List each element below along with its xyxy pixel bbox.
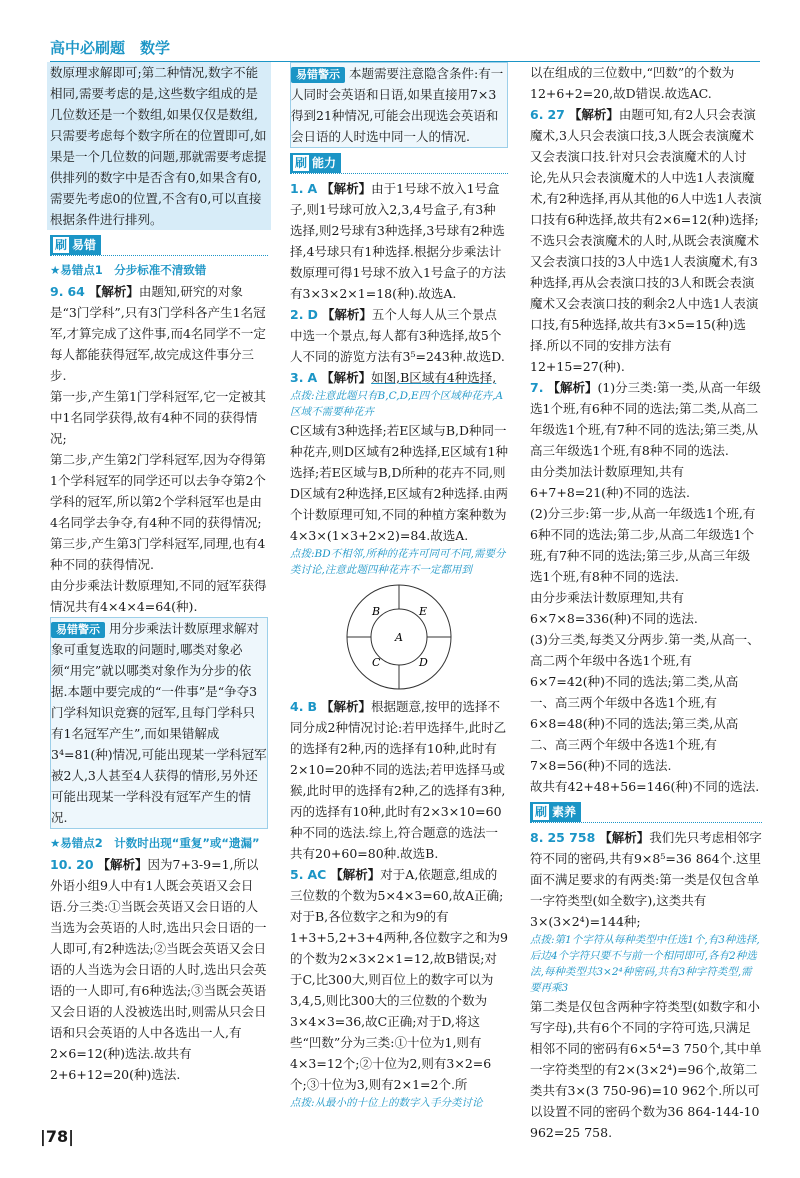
section-header-yicuo — [50, 235, 268, 256]
book-title: 高中必刷题 数学 — [50, 39, 171, 57]
question-number: 2. — [290, 307, 304, 322]
analysis-text: C区域有3种选择;若E区域与B,D种同一种花卉,则D区域有2种选择,E区域有1种选择;若E区域与B,D所种的花卉不同,则D区域有2种选择,E区域有2种选择.由两个计数原理可知,不同的种植方案种数为4×3×(1×3+2×2)=84.故选A. — [290, 423, 508, 543]
hint-note: 点拨:注意此题只有B,C,D,E四个区域种花卉,A区域不需要种花卉 — [290, 390, 504, 418]
region-label: B — [372, 605, 381, 618]
paragraph: 第二步,产生第2门学科冠军,因为夺得第1个学科冠军的同学还可以去争夺第2个学科的冠军,所以第2个学科冠军也是由4名同学去争夺,有4种不同的获得情况; — [50, 452, 266, 530]
analysis-text: 由题知,研究的对象是“3门学科”,只有3门学科各产生1名冠军,才算完成了这件事,而4名同学不一定每人都能获得冠军,故完成这件事分三步. — [50, 284, 266, 383]
question-number: 7. — [530, 380, 544, 395]
analysis-text: 根据题意,按甲的选择不同分成2种情况讨论:若甲选择牛,此时乙的选择有2种,丙的选择有10种,此时有2×10=20种不同的选法;若甲选择马或猴,此时甲的选择有2种,乙的选择有3种,丙的选择有10种,此时有2×3×10=60种不同的选法.综上,符合题意的选法一共有20+60=80种.故选B. — [290, 699, 507, 861]
analysis-text: 五个人每人从三个景点中选一个景点,每人都有3种选择,故5个人不同的游览方法有3⁵=243种.故选D. — [290, 307, 505, 364]
question-number: 6. — [530, 107, 544, 122]
page-number: |78| — [40, 1127, 74, 1146]
paragraph: 数原理求解即可;第二种情况,数字不能相同,需要考虑的是,这些数字组成的是几位数还是一个数组,如果仅仅是数组,只需要考虑每个数字所在的位置即可,如果是一个几位数的问题,那就需要考虑提供排列的数字中是否含有0,如果含有0,需要先考虑0的位置,不含有0,可以直接根据条件进行排列。 — [47, 62, 271, 230]
question-number: 5. — [290, 867, 304, 882]
answer: B — [307, 699, 317, 714]
question-5 — [290, 864, 508, 1095]
page-header — [50, 36, 760, 60]
hint-note: 点拨:从最小的十位上的数字入手分类讨论 — [290, 1097, 483, 1109]
question-3 — [290, 367, 508, 388]
region-label: A — [395, 631, 403, 644]
warning-box — [290, 62, 508, 148]
answer: 25 758 — [547, 830, 596, 845]
question-2 — [290, 304, 508, 367]
warning-badge: 易错警示 — [51, 622, 105, 638]
column-2 — [290, 62, 508, 1111]
region-diagram — [344, 582, 454, 692]
section-header-nengli — [290, 153, 508, 174]
analysis-tag: 【解析】 — [97, 857, 148, 872]
answer: 64 — [67, 284, 85, 299]
question-6 — [530, 104, 762, 377]
error-point-1: ★易错点1 分步标准不清致错 — [50, 263, 207, 277]
answer: 20 — [76, 857, 94, 872]
analysis-text: 由题可知,有2人只会表演魔术,3人只会表演口技,3人既会表演魔术又会表演口技.针对只会表演魔术的人讨论,先从只会表演魔术的人中选1人表演魔术,有2种选择,再从其他的6人中选1人表演口技有6种选择,故共有2×6=12(种)选择;不选只会表演魔术的人时,从既会表演魔术又会表演口技的3人中选1人表演魔术,有3种选择,再从会表演口技的3人和既会表演魔术又会表演口技的剩余2人中选1人表演口技,有5种选择,故共有3×5=15(种)选择.所以不同的安排方法有12+15=27(种). — [530, 107, 762, 374]
error-point-2: ★易错点2 计数时出现“重复”或“遗漏” — [50, 836, 260, 850]
brush-icon: 刷 — [55, 238, 68, 252]
analysis-tag: 【解析】 — [88, 284, 139, 299]
analysis-tag: 【解析】 — [330, 867, 381, 882]
region-label: D — [419, 656, 428, 669]
paragraph: 以在组成的三位数中,“凹数”的个数为12+6+2=20,故D错误.故选AC. — [530, 65, 735, 101]
brush-icon: 刷 — [295, 156, 308, 170]
answer: A — [307, 370, 318, 385]
question-number: 10. — [50, 857, 73, 872]
question-number: 9. — [50, 284, 64, 299]
region-label: C — [372, 656, 381, 669]
region-label: E — [419, 605, 428, 618]
answer: A — [307, 181, 318, 196]
answer: 27 — [547, 107, 565, 122]
paragraph: 由分步乘法计数原理知,不同的冠军获得情况共有4×4×4=64(种). — [50, 578, 267, 614]
analysis-tag: 【解析】 — [321, 307, 372, 322]
warning-badge: 易错警示 — [291, 67, 345, 83]
paragraph: 由分类加法计数原理知,共有6+7+8=21(种)不同的选法. — [530, 464, 690, 500]
warning-text: 本题需要注意隐含条件:有一人同时会英语和日语,如果直接用7×3得到21种情况,可能会出现选会英语和会日语的人时选中同一人的情况. — [291, 66, 504, 144]
question-4 — [290, 696, 508, 864]
analysis-tag: 【解析】 — [320, 699, 371, 714]
analysis-tag: 【解析】 — [321, 370, 372, 385]
paragraph: 第三步,产生第3门学科冠军,同理,也有4种不同的获得情况. — [50, 536, 266, 572]
paragraph: (2)分三步:第一步,从高一年级选1个班,有6种不同的选法;第二步,从高二年级选1个班,有7种不同的选法;第三步,从高三年级选1个班,有8种不同的选法. — [530, 506, 756, 584]
hint-note: 点拨:第1个字符从每种类型中任选1个,有3种选择,后边4个字符只要不与前一个相同即可,各有2种选法,每种类型共3×2⁴种密码,共有3种字符类型,需要再乘3 — [530, 934, 760, 994]
analysis-text: 因为7+3-9=1,所以外语小组9人中有1人既会英语又会日语.分三类:①当既会英语又会日语的人当选为会英语的人时,选出只会日语的一人即可,有2种选法;②当既会英语又会日语的人当选为会日语的人时,选出只会英语的一人即可,有6种选法;③当既会英语又会日语的人没被选出时,则需从只会日语和只会英语的人中各选出一人,有2×6=12(种)选法.故共有2+6+12=20(种)选法. — [50, 857, 267, 1082]
section-label: 素养 — [552, 805, 577, 819]
paragraph: 由分步乘法计数原理知,共有6×7×8=336(种)不同的选法. — [530, 590, 698, 626]
analysis-tag: 【解析】 — [547, 380, 598, 395]
question-8 — [530, 827, 762, 932]
brush-icon: 刷 — [535, 805, 548, 819]
paragraph: 故共有42+48+56=146(种)不同的选法. — [530, 779, 760, 794]
column-1 — [50, 62, 268, 1085]
section-label: 能力 — [312, 156, 337, 170]
question-9 — [50, 281, 268, 386]
warning-box — [50, 617, 268, 829]
question-number: 4. — [290, 699, 304, 714]
analysis-text: 我们先只考虑相邻字符不同的密码,共有9×8⁵=36 864个.这里面不满足要求的有两类:第一类是仅包含单一字符类型(如全数字),这类共有3×(3×2⁴)=144种; — [530, 830, 762, 929]
analysis-tag: 【解析】 — [321, 181, 372, 196]
question-10 — [50, 854, 268, 1085]
analysis-tag: 【解析】 — [599, 830, 650, 845]
analysis-text: 由于1号球不放入1号盒子,则1号球可放入2,3,4号盒子,有3种选择,则2号球有3种选择,3号球有2种选择,4号球只有1种选择.根据分步乘法计数原理可得1号球不放入1号盒子的方法有3×3×2×1=18(种).故选A. — [290, 181, 506, 301]
analysis-tag: 【解析】 — [568, 107, 619, 122]
warning-text: 用分步乘法计数原理求解对象可重复选取的问题时,哪类对象必须“用完”就以哪类对象作为分步的依据.本题中要完成的“一件事”是“争夺3门学科知识竞赛的冠军,且每门学科只有1名冠军产生”,而如果错解成3⁴=81(种)情况,可能出现某一学科冠军被2人,3人甚至4人获得的情形,另外还可能出现某一学科没有冠军产生的情况. — [51, 621, 267, 825]
answer: D — [307, 307, 318, 322]
hint-note: 点拨:BD不相邻,所种的花卉可同可不同,需要分类讨论,注意此题四种花卉不一定都用到 — [290, 548, 506, 576]
question-number: 1. — [290, 181, 304, 196]
analysis-text: 如图,B区域有4种选择, — [371, 370, 497, 385]
question-number: 3. — [290, 370, 304, 385]
question-7 — [530, 377, 762, 461]
paragraph: (3)分三类,每类又分两步.第一类,从高一、高二两个年级中各选1个班,有6×7=42(种)不同的选法;第二类,从高一、高三两个年级中各选1个班,有6×8=48(种)不同的选法;第三类,从高二、高三两个年级中各选1个班,有7×8=56(种)不同的选法. — [530, 632, 760, 773]
paragraph: 第一步,产生第1门学科冠军,它一定被其中1名同学获得,故有4种不同的获得情况; — [50, 389, 266, 446]
question-1 — [290, 178, 508, 304]
section-label: 易错 — [72, 238, 97, 252]
analysis-text: 对于A,依题意,组成的三位数的个数为5×4×3=60,故A正确;对于B,各位数字之和为9的有1+3+5,2+3+4两种,各位数字之和为9的个数为2×3×2×1=12,故B错误;对于C,比300大,则百位上的数字可以为3,4,5,则比300大的三位数的个数为3×4×3=36,故C正确;对于D,将这些“凹数”分为三类:①十位为1,则有4×3=12个;②十位为2,则有3×2=6个;③十位为3,则有2×1=2个.所 — [290, 867, 509, 1092]
section-header-suyang — [530, 802, 762, 823]
column-3 — [530, 62, 762, 1143]
question-number: 8. — [530, 830, 544, 845]
analysis-text: (1)分三类:第一类,从高一年级选1个班,有6种不同的选法;第二类,从高二年级选1个班,有7种不同的选法;第三类,从高三年级选1个班,有8种不同的选法. — [530, 380, 761, 458]
answer: AC — [307, 867, 327, 882]
analysis-text: 第二类是仅包含两种字符类型(如数字和小写字母),共有6个不同的字符可选,只满足相邻不同的密码有6×5⁴=3 750个,其中单一字符类型的有2×(3×2⁴)=96个,故第二类共有3×(3 750-96)=10 962个.所以可以设置不同的密码个数为36 864-144-10 962=25 758. — [530, 999, 762, 1140]
